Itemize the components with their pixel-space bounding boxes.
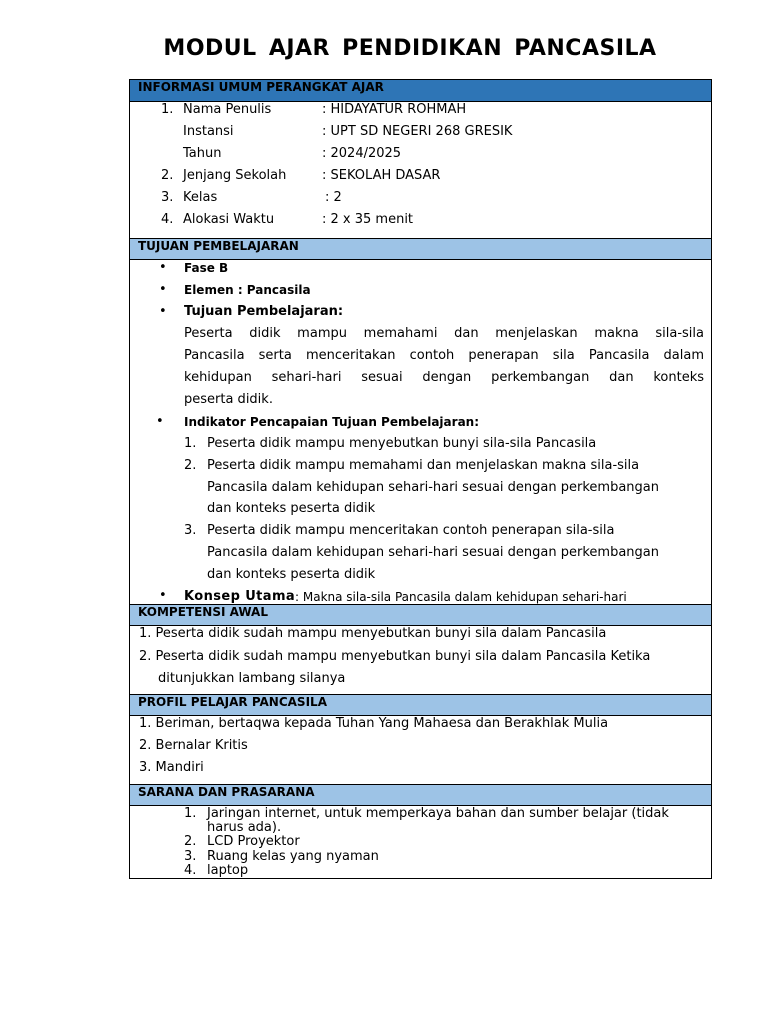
- sarana-num: 1.: [184, 806, 197, 821]
- sarana-text: harus ada).: [207, 820, 282, 835]
- konsep-value: : Makna sila-sila Pancasila dalam kehidupan sehari-hari: [295, 590, 627, 604]
- fase-label: Fase B: [184, 261, 229, 275]
- sarana-text: laptop: [207, 863, 249, 878]
- indikator-text: Pancasila dalam kehidupan sehari-hari sesuai dengan perkembangan: [207, 545, 659, 560]
- sarana-text: Ruang kelas yang nyaman: [207, 849, 379, 864]
- tujuan-text-line: Peserta didik mampu memahami dan menjelaskan makna sila-sila: [184, 326, 704, 341]
- section-header-sarana: SARANA DAN PRASARANA: [130, 784, 711, 806]
- tujuan-text-line: peserta didik.: [184, 392, 273, 407]
- module-table: [129, 79, 712, 879]
- section-header-profil-pelajar: PROFIL PELAJAR PANCASILA: [130, 694, 711, 716]
- konsep-label: Konsep Utama: [184, 589, 296, 604]
- info-label: Tahun: [183, 146, 222, 161]
- info-num: 2.: [161, 168, 174, 183]
- section-informasi-umum: [130, 102, 711, 238]
- list-item: 3. Mandiri: [139, 760, 204, 775]
- sarana-num: 3.: [184, 849, 197, 864]
- info-value: : SEKOLAH DASAR: [322, 168, 441, 183]
- info-num: 1.: [161, 102, 174, 117]
- sarana-num: 2.: [184, 834, 197, 849]
- sarana-num: 4.: [184, 863, 197, 878]
- info-value: : 2024/2025: [322, 146, 402, 161]
- sarana-text: LCD Proyektor: [207, 834, 300, 849]
- indikator-num: 3.: [184, 523, 197, 538]
- info-value: : HIDAYATUR ROHMAH: [322, 102, 467, 117]
- page-title: MODUL AJAR PENDIDIKAN PANCASILA: [163, 36, 657, 61]
- bullet: •: [159, 588, 167, 603]
- section-tujuan-pembelajaran: [130, 260, 711, 604]
- sarana-text: Jaringan internet, untuk memperkaya bahan dan sumber belajar (tidak: [207, 806, 669, 821]
- tujuan-text-line: kehidupan sehari-hari sesuai dengan perkembangan dan konteks: [184, 370, 704, 385]
- info-label: Instansi: [183, 124, 234, 139]
- tujuan-label: Tujuan Pembelajaran:: [184, 304, 344, 319]
- info-label: Kelas: [183, 190, 218, 205]
- elemen-label: Elemen : Pancasila: [184, 283, 311, 297]
- info-value: : 2 x 35 menit: [322, 212, 414, 227]
- list-item: ditunjukkan lambang silanya: [158, 671, 346, 686]
- list-item: 2. Bernalar Kritis: [139, 738, 248, 753]
- indikator-num: 2.: [184, 458, 197, 473]
- indikator-text: Pancasila dalam kehidupan sehari-hari sesuai dengan perkembangan: [207, 480, 659, 495]
- list-item: 1. Beriman, bertaqwa kepada Tuhan Yang Mahaesa dan Berakhlak Mulia: [139, 716, 609, 731]
- indikator-text: Peserta didik mampu menceritakan contoh penerapan sila-sila: [207, 523, 615, 538]
- info-label: Jenjang Sekolah: [183, 168, 287, 183]
- info-label: Nama Penulis: [183, 102, 272, 117]
- section-header-kompetensi-awal: KOMPETENSI AWAL: [130, 604, 711, 626]
- bullet: •: [159, 260, 167, 275]
- info-label: Alokasi Waktu: [183, 212, 275, 227]
- tujuan-text-line: Pancasila serta menceritakan contoh penerapan sila Pancasila dalam: [184, 348, 704, 363]
- bullet: •: [159, 304, 167, 319]
- bullet: •: [159, 282, 167, 297]
- info-num: 3.: [161, 190, 174, 205]
- indikator-text: dan konteks peserta didik: [207, 567, 376, 582]
- list-item: 2. Peserta didik sudah mampu menyebutkan bunyi sila dalam Pancasila Ketika: [139, 649, 651, 664]
- section-profil-pelajar: [130, 716, 711, 784]
- indikator-text: Peserta didik mampu memahami dan menjelaskan makna sila-sila: [207, 458, 640, 473]
- indikator-text: Peserta didik mampu menyebutkan bunyi sila-sila Pancasila: [207, 436, 597, 451]
- section-header-informasi-umum: INFORMASI UMUM PERANGKAT AJAR: [130, 80, 711, 102]
- bullet: •: [156, 414, 164, 429]
- indikator-text: dan konteks peserta didik: [207, 501, 376, 516]
- info-value: : UPT SD NEGERI 268 GRESIK: [322, 124, 513, 139]
- indikator-num: 1.: [184, 436, 197, 451]
- indikator-label: Indikator Pencapaian Tujuan Pembelajaran:: [184, 415, 480, 429]
- info-num: 4.: [161, 212, 174, 227]
- section-sarana: [130, 806, 711, 878]
- section-kompetensi-awal: [130, 626, 711, 694]
- list-item: 1. Peserta didik sudah mampu menyebutkan bunyi sila dalam Pancasila: [139, 626, 607, 641]
- info-value: : 2: [325, 190, 342, 205]
- section-header-tujuan-pembelajaran: TUJUAN PEMBELAJARAN: [130, 238, 711, 260]
